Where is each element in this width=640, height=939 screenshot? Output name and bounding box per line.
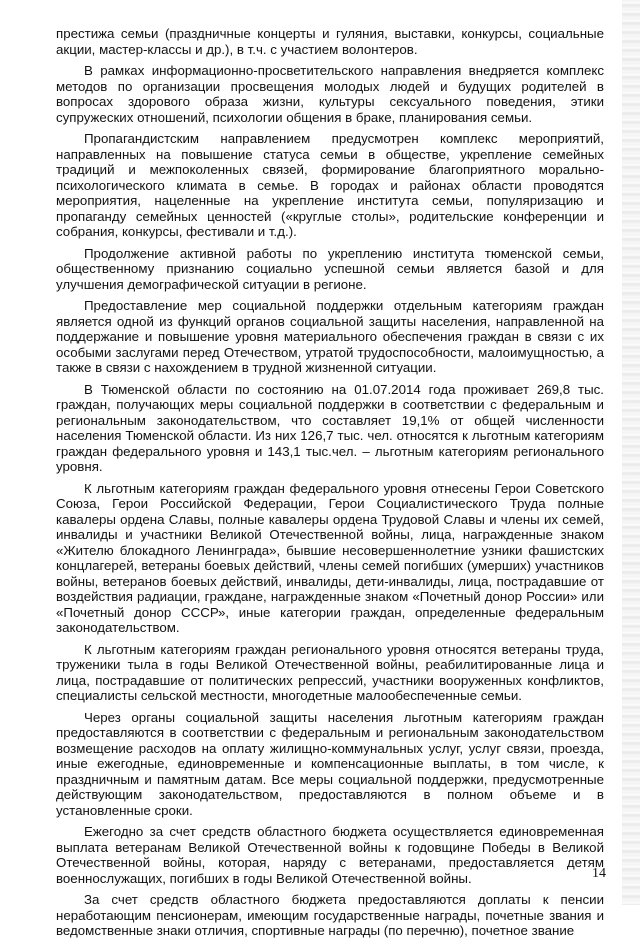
paragraph-continuation: престижа семьи (праздничные концерты и гуляния, выставки, конкурсы, социальные акции, мастер-классы и др.), в т.ч. с участием волонтеров.	[56, 26, 604, 57]
paragraph-payments: Через органы социальной защиты населения льготным категориям граждан предоставляются в соответствии с федеральным и региональным законодательством возмещение расходов на оплату жилищно-коммунальных услуг, услуг связи, проезда, иные ежегодные, единовременные и компенсационные выплаты, в том числе, к праздничным и памятным датам. Все меры социальной поддержки, предусмотренные действующим законодательством, предоставляются в полном объеме и в установленные сроки.	[56, 709, 604, 818]
page-number: 14	[592, 866, 606, 881]
paragraph-pension-supplements: За счет средств областного бюджета предоставляются доплаты к пенсии неработающим пенсионерам, имеющим государственные награды, почетные звания и ведомственные знаки отличия, спортивные награды (по перечню), почетное звание	[56, 892, 604, 938]
paragraph-federal-categories: К льготным категориям граждан федерального уровня отнесены Герои Советского Союза, Герои Российской Федерации, Герои Социалистического Труда полные кавалеры ордена Славы, полные кавалеры ордена Трудовой Славы и члены их семей, инвалиды и участники Великой Отечественной войны, лица, награжденные знаком «Жителю блокадного Ленинграда», бывшие несовершеннолетние узники фашистских концлагерей, ветераны боевых действий, члены семей погибших (умерших) участников войны, ветеранов боевых действий, инвалиды, дети-инвалиды, лица, пострадавшие от воздействия радиации, граждане, награжденные знаком «Почетный донор России» или «Почетный донор СССР», иные категории граждан, определенные федеральным законодательством.	[56, 480, 604, 635]
paragraph-family-institute: Продолжение активной работы по укреплению института тюменской семьи, общественному признанию социально успешной семьи является базой и для улучшения демографической ситуации в регионе.	[56, 245, 604, 292]
paragraph-veterans-payment: Ежегодно за счет средств областного бюджета осуществляется единовременная выплата ветеранам Великой Отечественной войны к годовщине Победы в Великой Отечественной войны, которая, наряду с ветеранами, предоставляется детям военнослужащих, погибших в годы Великой Отечественной войны.	[56, 824, 604, 886]
paragraph-propaganda: Пропагандистским направлением предусмотрен комплекс мероприятий, направленных на повышение статуса семьи в обществе, укрепление семейных традиций и межпоколенных связей, формирование благоприятного морально-психологического климата в семье. В городах и районах области проводятся мероприятия, нацеленные на укрепление института семьи, популяризацию и пропаганду семейных ценностей («круглые столы», родительские конференции и собрания, конкурсы, фестивали и т.д.).	[56, 131, 604, 239]
paragraph-social-support: Предоставление мер социальной поддержки отдельным категориям граждан является одной из функций органов социальной защиты населения, направленной на поддержание и повышение уровня материального обеспечения граждан в связи с их особыми заслугами перед Отечеством, утратой трудоспособности, малоимущностью, а также в связи с нахождением в трудной жизненной ситуации.	[56, 298, 604, 375]
paragraph-regional-categories: К льготным категориям граждан регионального уровня относятся ветераны труда, труженики тыла в годы Великой Отечественной войны, реабилитированные лица и лица, пострадавшие от политических репрессий, участники вооруженных конфликтов, специалисты сельской местности, многодетные малообеспеченные семьи.	[56, 641, 604, 703]
scan-edge-artifact	[622, 0, 640, 905]
paragraph-education: В рамках информационно-просветительского направления внедряется комплекс методов по организации просвещения молодых людей и будущих родителей в вопросах здорового образа жизни, культуры сексуального поведения, этики супружеских отношений, психологии общения в браке, планирования семьи.	[56, 63, 604, 125]
paragraph-statistics: В Тюменской области по состоянию на 01.07.2014 года проживает 269,8 тыс. граждан, получающих меры социальной поддержки в соответствии с федеральным и региональным законодательством, что составляет 19,1% от общей численности населения Тюменской области. Из них 126,7 тыс. чел. относятся к льготным категориям граждан федерального уровня и 143,1 тыс.чел. – льготным категориям регионального уровня.	[56, 381, 604, 474]
